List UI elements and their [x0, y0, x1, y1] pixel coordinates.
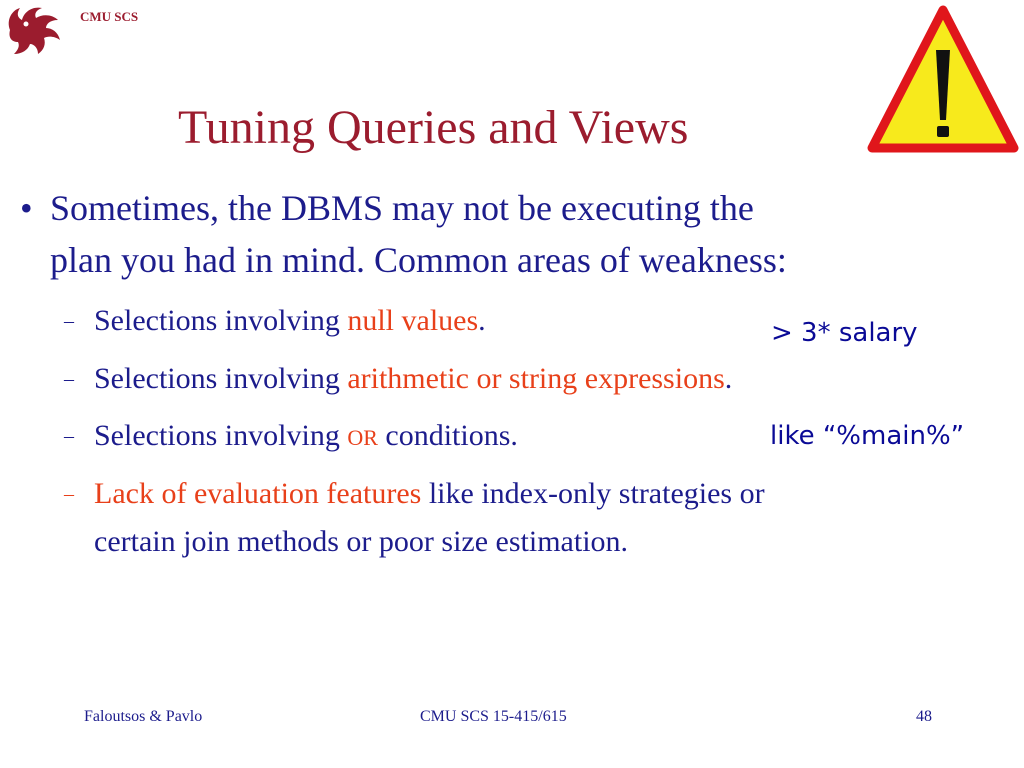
- dash-icon: –: [64, 483, 74, 505]
- annotation-salary: > 3* salary: [771, 318, 918, 348]
- highlight-arithmetic: arithmetic or string expressions: [347, 362, 725, 395]
- highlight-or: OR: [347, 425, 378, 450]
- highlight-evaluation: Lack of evaluation features: [94, 477, 422, 510]
- slide-title: Tuning Queries and Views: [178, 101, 689, 154]
- bullet-dot-icon: •: [20, 188, 33, 228]
- footer-page-number: 48: [916, 708, 932, 725]
- footer-authors: Faloutsos & Pavlo: [84, 708, 203, 725]
- griffin-logo-icon: [2, 0, 64, 62]
- header-label: CMU SCS: [80, 9, 139, 24]
- warning-triangle-icon: [866, 2, 1020, 158]
- highlight-null-values: null values: [347, 304, 479, 337]
- footer-course: CMU SCS 15-415/615: [420, 708, 567, 725]
- dash-icon: –: [64, 368, 74, 390]
- dash-icon: –: [64, 425, 74, 447]
- annotation-like: like “%main%”: [770, 421, 965, 451]
- dash-icon: –: [64, 310, 74, 332]
